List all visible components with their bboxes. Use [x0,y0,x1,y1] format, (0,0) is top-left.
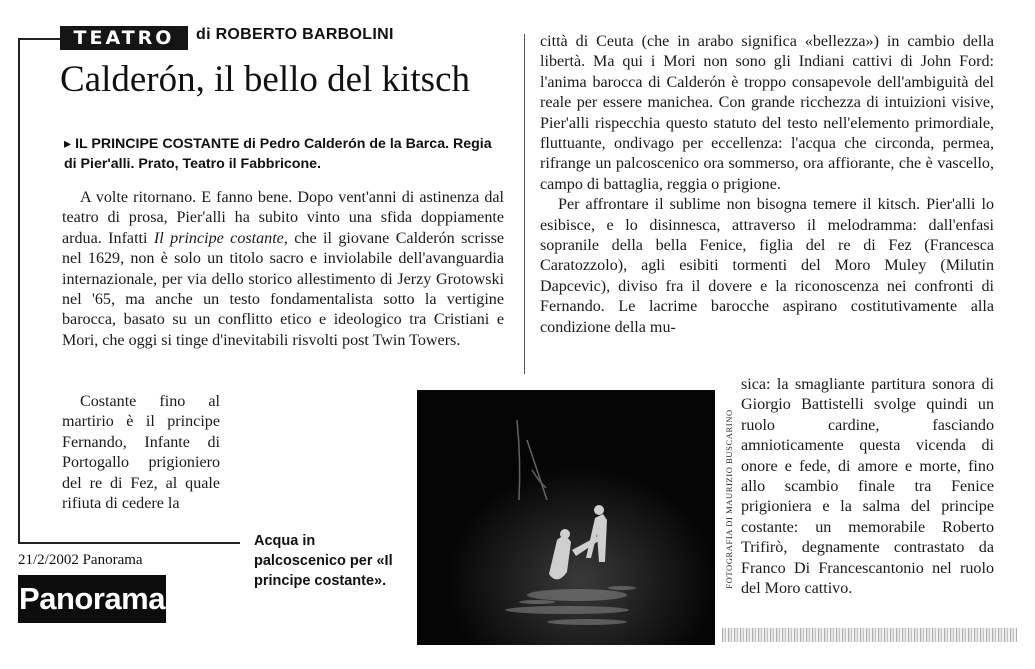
review-info-text: IL PRINCIPE COSTANTE di Pedro Calderón de la Barca. Regia di Pier'alli. Prato, Teatro il Fabbricone. [64,136,492,172]
source-date: 21/2/2002 [18,552,79,568]
source-publication: Panorama [82,552,143,568]
article-paragraph: Costante fino al martirio è il principe Fernando, Infante di Portogallo prigioniero del re di Fez, al quale rifiuta di cedere la [62,393,220,513]
source-info [18,552,143,569]
play-title: Il principe costante [153,229,284,247]
column-divider [524,34,525,374]
frame-bottom-rule [18,542,240,544]
article-paragraph [62,188,504,351]
panorama-logo: Panorama [18,575,166,623]
photo-credit [722,396,736,602]
article-headline: Calderón, il bello del kitsch [60,59,470,100]
paragraph-text: , che il giovane Calderón scrisse nel 1629, non è solo un titolo sacro e inviolabile dell'avanguardia internazionale, per via dello storico allestimento di Jerzy Grotowski nel '65, ma anche un testo fondamentalista sotto la vertigine barocca, basato su un conflitto etico e ideologico tra Cristiani e Mori, che oggi si tinge d'inevitabili risvolti post Twin Towers. [62,229,504,349]
article-column-2 [540,32,994,338]
article-column-1 [62,188,504,351]
article-column-1-narrow [62,392,220,514]
photo-caption: Acqua in palcoscenico per «Il principe costante». [254,533,393,589]
section-rubric: TEATRO [60,26,188,50]
frame-top-rule [18,38,60,40]
author-byline: di ROBERTO BARBOLINI [196,26,394,43]
article-paragraph: Per affrontare il sublime non bisogna temere il kitsch. Pier'alli lo esibisce, e lo disinnesca, attraverso il melodramma: dall'enfasi sopranile della bella Fenice, figlia del re di Fez (Francesca Caratozzolo), agli esibiti tormenti del Moro Muley (Milutin Dapcevic), diviso fra il dovere e la riconoscenza nei confronti di Fernando. Le lacrime barocche aspirano costitutivamente alla condizione della mu- [540,196,994,336]
photo-credit-text: FOTOGRAFIA DI MAURIZIO BUSCARINO [724,409,734,589]
paragraph-text: A volte ritornano. E fanno bene. Dopo vent'anni di astinenza dal teatro di prosa, Pier'alli ha subito vinto una sfida doppiamente ardua. Infatti [62,189,504,247]
bullet-marker-icon: ▸ [64,136,72,152]
scan-artifact-strip [722,628,1017,642]
article-paragraph: città di Ceuta (che in arabo significa «bellezza») in cambio della libertà. Ma qui i Mori non sono gli Indiani cattivi di John Ford: l'anima barocca di Calderón è troppo consapevole dell'ambiguità del reale per essere manichea. Con grande ricchezza di intuizioni visive, Pier'alli rispecchia questo statuto del testo nell'elemento primordiale, fluttuante, ondivago per eccellenza: l'acqua che circonda, permea, rifrange un palcoscenico ora sommerso, ora affiorante, che è vascello, campo di battaglia, reggia o prigione. [540,33,994,193]
stage-photo [417,390,715,645]
article-column-2-narrow [741,375,994,599]
stage-photo-image [417,390,715,645]
review-info-lead [64,134,504,174]
frame-left-rule [18,38,20,543]
article-paragraph: sica: la smagliante partitura sonora di Giorgio Battistelli svolge quindi un ruolo cardine, fasciando amnioticamente questa vicenda di onore e fede, di amore e morte, fino allo scambio finale tra Fenice prigioniera e la salma del principe costante: un memorabile Roberto Trifirò, degnamente contrastato da Franco Di Francescantonio nel ruolo del Moro cattivo. [741,376,994,598]
